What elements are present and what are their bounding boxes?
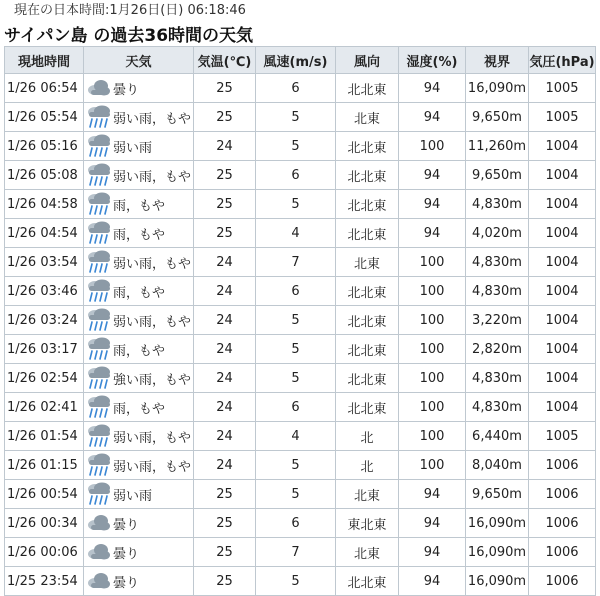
column-header-pressure: 気圧(hPa) (529, 47, 596, 74)
table-row (5, 393, 596, 422)
weather-text: 雨，もや (113, 227, 166, 243)
cell-wind-direction: 北東 (336, 480, 399, 509)
column-header-wind-direction: 風向 (336, 47, 399, 74)
rain-icon (85, 424, 112, 448)
cell-temperature: 25 (194, 74, 256, 103)
cell-wind-speed: 5 (256, 103, 336, 132)
cell-temperature: 25 (194, 567, 256, 596)
cell-pressure: 1004 (529, 161, 596, 190)
table-header-row (5, 47, 596, 74)
cell-weather (84, 132, 194, 161)
cell-wind-direction: 北東 (336, 248, 399, 277)
cell-wind-speed: 6 (256, 161, 336, 190)
rain-icon (85, 192, 112, 216)
table-row (5, 509, 596, 538)
cell-weather (84, 480, 194, 509)
cell-temperature: 24 (194, 277, 256, 306)
cell-weather (84, 306, 194, 335)
cell-temperature: 24 (194, 132, 256, 161)
cell-wind-direction: 北北東 (336, 219, 399, 248)
cell-humidity: 100 (399, 335, 466, 364)
weather-text: 曇り (113, 82, 140, 98)
cell-wind-direction: 東北東 (336, 509, 399, 538)
cell-humidity: 94 (399, 538, 466, 567)
weather-text: 曇り (113, 575, 140, 591)
cell-time: 1/26 05:54 (5, 103, 84, 132)
cell-wind-speed: 6 (256, 393, 336, 422)
rain-icon (85, 279, 112, 303)
table-row (5, 538, 596, 567)
cell-temperature: 24 (194, 248, 256, 277)
cell-wind-speed: 5 (256, 567, 336, 596)
cell-humidity: 100 (399, 248, 466, 277)
cell-temperature: 25 (194, 219, 256, 248)
cell-visibility: 16,090m (466, 509, 529, 538)
cell-time: 1/26 00:34 (5, 509, 84, 538)
cell-pressure: 1004 (529, 132, 596, 161)
table-row (5, 422, 596, 451)
cell-pressure: 1004 (529, 190, 596, 219)
cell-time: 1/26 01:54 (5, 422, 84, 451)
cell-visibility: 9,650m (466, 161, 529, 190)
cell-time: 1/26 05:16 (5, 132, 84, 161)
rain-icon (85, 105, 112, 129)
cell-temperature: 25 (194, 509, 256, 538)
weather-text: 弱い雨，もや (113, 314, 192, 330)
cell-humidity: 100 (399, 364, 466, 393)
cell-visibility: 9,650m (466, 103, 529, 132)
cell-temperature: 24 (194, 451, 256, 480)
cell-temperature: 24 (194, 422, 256, 451)
weather-text: 雨，もや (113, 285, 166, 301)
cell-wind-speed: 5 (256, 480, 336, 509)
cell-wind-direction: 北東 (336, 103, 399, 132)
cell-pressure: 1004 (529, 277, 596, 306)
cell-weather (84, 103, 194, 132)
current-time-label: 現在の日本時間 (14, 3, 106, 18)
cell-wind-speed: 6 (256, 74, 336, 103)
cell-wind-speed: 6 (256, 277, 336, 306)
weather-rows (5, 74, 596, 596)
cell-wind-direction: 北 (336, 422, 399, 451)
cell-weather (84, 248, 194, 277)
weather-text: 曇り (113, 517, 140, 533)
cell-time: 1/26 01:15 (5, 451, 84, 480)
table-row (5, 248, 596, 277)
cell-time: 1/26 03:17 (5, 335, 84, 364)
cell-visibility: 16,090m (466, 538, 529, 567)
cell-visibility: 11,260m (466, 132, 529, 161)
weather-text: 弱い雨，もや (113, 256, 192, 272)
cell-humidity: 100 (399, 422, 466, 451)
cell-weather (84, 190, 194, 219)
cell-visibility: 4,830m (466, 393, 529, 422)
cell-temperature: 25 (194, 538, 256, 567)
current-time-value: 1月26日(日) 06:18:46 (109, 3, 246, 18)
table-row (5, 103, 596, 132)
cell-visibility: 16,090m (466, 74, 529, 103)
current-time: 現在の日本時間:1月26日(日) 06:18:46 (14, 3, 246, 18)
cell-wind-direction: 北東 (336, 538, 399, 567)
cell-visibility: 3,220m (466, 306, 529, 335)
column-header-time: 現地時間 (5, 47, 84, 74)
cell-wind-direction: 北北東 (336, 161, 399, 190)
table-row (5, 161, 596, 190)
cell-weather (84, 161, 194, 190)
cell-visibility: 4,830m (466, 190, 529, 219)
cell-wind-speed: 4 (256, 422, 336, 451)
weather-text: 曇り (113, 546, 140, 562)
rain-icon (85, 395, 112, 419)
cell-wind-direction: 北北東 (336, 567, 399, 596)
cell-weather (84, 509, 194, 538)
cell-weather (84, 451, 194, 480)
table-row (5, 451, 596, 480)
cell-time: 1/26 03:46 (5, 277, 84, 306)
column-header-wind-speed: 風速(m/s) (256, 47, 336, 74)
table-row (5, 74, 596, 103)
cell-weather (84, 277, 194, 306)
cell-wind-speed: 5 (256, 190, 336, 219)
cell-time: 1/26 00:54 (5, 480, 84, 509)
cell-pressure: 1006 (529, 567, 596, 596)
weather-text: 強い雨，もや (113, 372, 192, 388)
cell-wind-direction: 北北東 (336, 190, 399, 219)
cell-pressure: 1005 (529, 74, 596, 103)
cell-visibility: 2,820m (466, 335, 529, 364)
cell-wind-speed: 6 (256, 509, 336, 538)
rain-icon (85, 134, 112, 158)
cell-pressure: 1006 (529, 480, 596, 509)
rain-icon (85, 482, 112, 506)
cell-time: 1/26 05:08 (5, 161, 84, 190)
column-header-temperature: 気温(℃) (194, 47, 256, 74)
rain-icon (85, 337, 112, 361)
cell-time: 1/26 06:54 (5, 74, 84, 103)
cell-wind-direction: 北北東 (336, 74, 399, 103)
cell-humidity: 94 (399, 509, 466, 538)
table-row (5, 567, 596, 596)
cell-wind-speed: 5 (256, 335, 336, 364)
rain-icon (85, 250, 112, 274)
cell-wind-direction: 北北東 (336, 393, 399, 422)
cell-time: 1/26 02:41 (5, 393, 84, 422)
rain-icon (85, 366, 112, 390)
table-row (5, 335, 596, 364)
cell-pressure: 1004 (529, 335, 596, 364)
cloudy-icon (85, 76, 112, 100)
cell-pressure: 1005 (529, 422, 596, 451)
page-title: サイパン島 の過去36時間の天気 (4, 26, 254, 46)
cell-humidity: 100 (399, 306, 466, 335)
rain-icon (85, 221, 112, 245)
table-row (5, 364, 596, 393)
cell-pressure: 1004 (529, 393, 596, 422)
cell-visibility: 16,090m (466, 567, 529, 596)
cloudy-icon (85, 511, 112, 535)
cell-wind-speed: 5 (256, 451, 336, 480)
cell-visibility: 8,040m (466, 451, 529, 480)
cell-weather (84, 74, 194, 103)
weather-text: 弱い雨，もや (113, 430, 192, 446)
cell-visibility: 4,830m (466, 277, 529, 306)
rain-icon (85, 453, 112, 477)
cell-weather (84, 567, 194, 596)
cell-visibility: 6,440m (466, 422, 529, 451)
cloudy-icon (85, 569, 112, 593)
weather-text: 弱い雨 (113, 488, 153, 504)
rain-icon (85, 163, 112, 187)
weather-text: 雨，もや (113, 401, 166, 417)
cell-wind-speed: 4 (256, 219, 336, 248)
cell-temperature: 25 (194, 480, 256, 509)
table-row (5, 306, 596, 335)
cell-temperature: 25 (194, 190, 256, 219)
cloudy-icon (85, 540, 112, 564)
cell-wind-direction: 北 (336, 451, 399, 480)
weather-text: 弱い雨 (113, 140, 153, 156)
cell-time: 1/26 02:54 (5, 364, 84, 393)
cell-pressure: 1004 (529, 248, 596, 277)
cell-humidity: 100 (399, 393, 466, 422)
cell-pressure: 1004 (529, 306, 596, 335)
cell-wind-direction: 北北東 (336, 364, 399, 393)
cell-visibility: 4,830m (466, 248, 529, 277)
cell-wind-speed: 7 (256, 248, 336, 277)
column-header-humidity: 湿度(%) (399, 47, 466, 74)
cell-wind-speed: 5 (256, 306, 336, 335)
cell-wind-speed: 5 (256, 132, 336, 161)
cell-humidity: 94 (399, 74, 466, 103)
cell-visibility: 4,830m (466, 364, 529, 393)
cell-pressure: 1004 (529, 219, 596, 248)
cell-weather (84, 538, 194, 567)
table-row (5, 132, 596, 161)
cell-temperature: 25 (194, 103, 256, 132)
cell-temperature: 24 (194, 335, 256, 364)
cell-pressure: 1004 (529, 364, 596, 393)
cell-humidity: 100 (399, 277, 466, 306)
cell-pressure: 1005 (529, 103, 596, 132)
cell-wind-direction: 北北東 (336, 132, 399, 161)
cell-humidity: 100 (399, 132, 466, 161)
cell-weather (84, 335, 194, 364)
rain-icon (85, 308, 112, 332)
cell-temperature: 25 (194, 161, 256, 190)
cell-time: 1/26 03:24 (5, 306, 84, 335)
cell-visibility: 9,650m (466, 480, 529, 509)
cell-humidity: 94 (399, 567, 466, 596)
cell-wind-direction: 北北東 (336, 335, 399, 364)
cell-pressure: 1006 (529, 538, 596, 567)
cell-wind-direction: 北北東 (336, 277, 399, 306)
cell-humidity: 94 (399, 480, 466, 509)
cell-humidity: 94 (399, 161, 466, 190)
cell-wind-speed: 5 (256, 364, 336, 393)
weather-history-table (4, 46, 596, 596)
cell-time: 1/26 04:54 (5, 219, 84, 248)
cell-time: 1/25 23:54 (5, 567, 84, 596)
weather-text: 弱い雨，もや (113, 111, 192, 127)
cell-humidity: 94 (399, 219, 466, 248)
cell-wind-speed: 7 (256, 538, 336, 567)
cell-humidity: 100 (399, 451, 466, 480)
cell-weather (84, 422, 194, 451)
cell-wind-direction: 北北東 (336, 306, 399, 335)
cell-temperature: 24 (194, 364, 256, 393)
cell-time: 1/26 03:54 (5, 248, 84, 277)
cell-pressure: 1006 (529, 509, 596, 538)
cell-weather (84, 364, 194, 393)
cell-weather (84, 393, 194, 422)
table-row (5, 190, 596, 219)
column-header-weather: 天気 (84, 47, 194, 74)
cell-humidity: 94 (399, 190, 466, 219)
table-row (5, 277, 596, 306)
column-header-visibility: 視界 (466, 47, 529, 74)
table-row (5, 219, 596, 248)
weather-text: 弱い雨，もや (113, 459, 192, 475)
cell-humidity: 94 (399, 103, 466, 132)
cell-weather (84, 219, 194, 248)
cell-time: 1/26 04:58 (5, 190, 84, 219)
cell-pressure: 1006 (529, 451, 596, 480)
weather-text: 雨，もや (113, 198, 166, 214)
cell-temperature: 24 (194, 306, 256, 335)
weather-text: 弱い雨，もや (113, 169, 192, 185)
weather-text: 雨，もや (113, 343, 166, 359)
table-row (5, 480, 596, 509)
cell-temperature: 24 (194, 393, 256, 422)
cell-visibility: 4,020m (466, 219, 529, 248)
cell-time: 1/26 00:06 (5, 538, 84, 567)
